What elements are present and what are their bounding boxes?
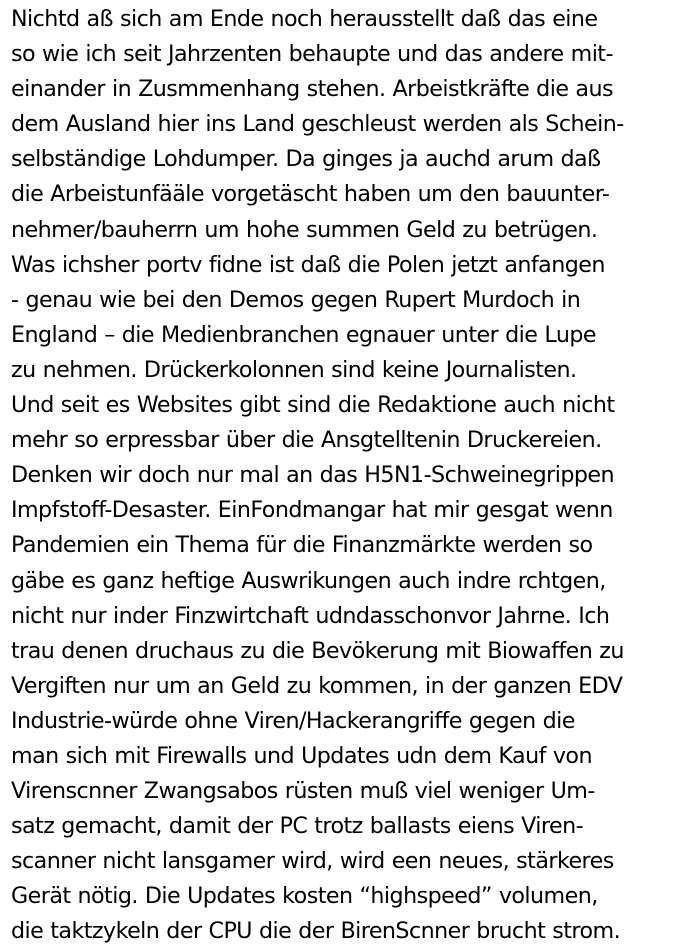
text-line: Und seit es Websites gibt sind die Redaktione auch nicht: [11, 392, 615, 419]
text-line: satz gemacht, damit der PC trotz ballasts eiens Viren-: [11, 813, 584, 840]
text-line: Pandemien ein Thema für die Finanzmärkte werden so: [11, 532, 593, 559]
text-line: England – die Medienbranchen egnauer unter die Lupe: [11, 321, 596, 348]
text-line: dem Ausland hier ins Land geschleust werden als Schein-: [11, 111, 624, 138]
text-line: Nichtd aß sich am Ende noch herausstellt daß das eine: [11, 6, 598, 32]
text-line: man sich mit Firewalls und Updates udn dem Kauf von: [11, 742, 592, 769]
text-line: Gerät nötig. Die Updates kosten “highspeed” volumen,: [11, 883, 598, 910]
text-line: einander in Zusmmenhang stehen. Arbeistkräfte die aus: [11, 76, 614, 103]
text-line: scanner nicht lansgamer wird, wird een neues, stärkeres: [11, 848, 614, 875]
text-line: Vergiften nur um an Geld zu kommen, in der ganzen EDV: [11, 672, 623, 699]
text-line: - genau wie bei den Demos gegen Rupert Murdoch in: [11, 286, 581, 313]
text-line: Impfstoff-Desaster. EinFondmangar hat mir gesgat wenn: [11, 497, 613, 524]
text-line: nehmer/bauherrn um hohe summen Geld zu betrügen.: [11, 216, 598, 243]
body-text: [11, 2, 679, 950]
text-line: mehr so erpressbar über die Ansgtelltenin Druckereien.: [11, 427, 602, 454]
text-line: Denken wir doch nur mal an das H5N1-Schweinegrippen: [11, 462, 615, 489]
text-line: die taktzykeln der CPU die der BirenScnner brucht strom.: [11, 918, 621, 945]
text-line: zu nehmen. Drückerkolonnen sind keine Journalisten.: [11, 356, 577, 383]
text-line: die Arbeistunfääle vorgetäscht haben um den bauunter-: [11, 181, 610, 208]
text-line: selbständige Lohdumper. Da ginges ja auchd arum daß: [11, 146, 601, 173]
text-line: Was ichsher portv fidne ist daß die Polen jetzt anfangen: [11, 251, 605, 278]
text-line: nicht nur inder Finzwirtchaft udndasschonvor Jahrne. Ich: [11, 602, 610, 629]
text-line: Industrie-würde ohne Viren/Hackerangriffe gegen die: [11, 707, 575, 734]
text-line: trau denen druchaus zu die Bevökerung mit Biowaffen zu: [11, 637, 624, 664]
text-line: so wie ich seit Jahrzenten behaupte und das andere mit-: [11, 41, 613, 68]
text-line: gäbe es ganz heftige Auswrikungen auch indre rchtgen,: [11, 567, 606, 594]
text-line: Virenscnner Zwangsabos rüsten muß viel weniger Um-: [11, 778, 595, 805]
